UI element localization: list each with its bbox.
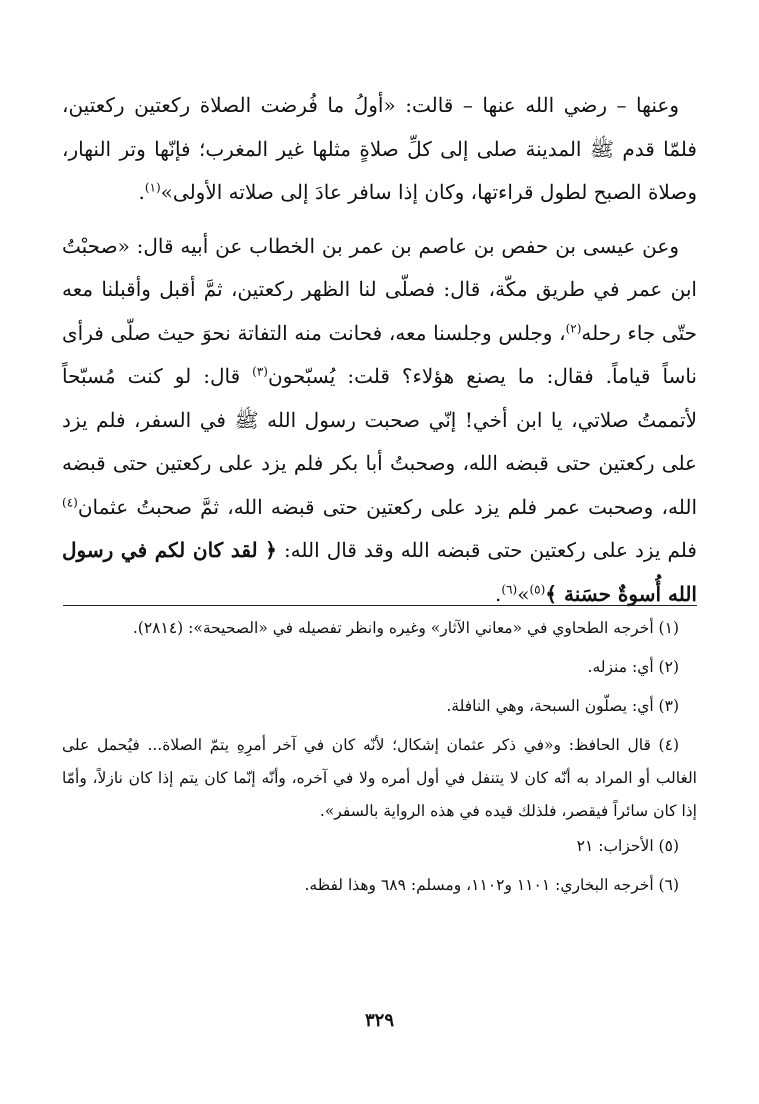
- footnote-6: (٦) أخرجه البخاري: ١١٠١ و١١٠٢، ومسلم: ٦٨٩ وهذا لفظه.: [304, 876, 679, 894]
- text-segment: قال: لو كنت مُسبّحاً لأتممتُ صلاتي، يا ابن أخي! إنّي صحبت رسول الله ﷺ في السفر، فلم يزد على ركعتين حتى قبضه الله، وصحبتُ أبا بكر فلم يزد على ركعتين حتى قبضه الله، وصحبت عمر فلم يزد على ركعتين حتى قبضه الله، ثمَّ صحبتُ عثمان: [62, 364, 697, 519]
- text-segment: وعن عيسى بن حفص بن عاصم بن عمر بن الخطاب عن أبيه قال: «صحبْتُ ابن عمر في طريق مكّة، قال: فصلّى لنا الظهر ركعتين، ثمَّ أقبل وأقبلنا معه حتّى جاء رحله: [62, 233, 697, 345]
- main-text: [62, 84, 697, 616]
- footnote-4: (٤) قال الحافظ: و«في ذكر عثمان إشكال؛ لأنّه كان في آخر أمرِهِ يتمّ الصلاة... فيُحمل على الغالب أو المراد به أنّه كان لا يتنفل في أول أمره ولا في آخره، وأنّه إنّما كان يتم إذا كان نازلاً، وأمّا إذا كان سائراً فيقصر، فلذلك قيده في هذه الرواية بالسفر».: [62, 736, 697, 820]
- text-segment: وعنها – رضي الله عنها – قالت: «أولُ ما فُرضت الصلاة ركعتين ركعتين، فلمّا قدم ﷺ المدينة صلى إلى كلِّ صلاةٍ مثلها غير المغرب؛ فإنّها وتر النهار، وصلاة الصبح لطول قراءتها، وكان إذا سافر عادَ إلى صلاته الأولى»: [62, 93, 697, 204]
- text-segment: فلم يزد على ركعتين حتى قبضه الله وقد قال الله:: [276, 538, 697, 562]
- footnotes-section: [62, 612, 697, 908]
- footnote-marker: (١): [144, 180, 161, 195]
- footnote-divider: [63, 605, 697, 606]
- footnote-1: (١) أخرجه الطحاوي في «معاني الآثار» وغيره وانظر تفصيله في «الصحيحة»: (٢٨١٤).: [132, 619, 679, 637]
- footnote-marker: (٤): [62, 494, 78, 509]
- footnote-marker: (٦): [501, 581, 518, 596]
- page-number: ٣٢٩: [364, 1010, 394, 1031]
- quran-verse: ﴿ لقد كان لكم في رسول الله أُسوةٌ حسَنة ﴾: [62, 538, 697, 606]
- text-segment: .: [495, 581, 502, 606]
- footnote-marker: (٣): [252, 364, 268, 379]
- text-segment: ، وجلس وجلسنا معه، فحانت منه التفاتة نحوَ حيث صلّى فرأى ناساً قياماً. فقال: ما يصنع هؤلاء؟ قلت: يُسبّحون: [62, 320, 697, 388]
- footnote-marker: (٢): [565, 320, 582, 335]
- paragraph-2: [62, 225, 697, 617]
- footnote-5: (٥) الأحزاب: ٢١: [576, 837, 679, 855]
- text-segment: .: [138, 180, 145, 204]
- footnote-2: (٢) أي: منزله.: [587, 658, 679, 676]
- footnote-3: (٣) أي: يصلّون السبحة، وهي النافلة.: [446, 697, 679, 715]
- paragraph-1: [62, 84, 697, 215]
- text-segment: »: [517, 581, 530, 606]
- footnote-marker: (٥): [529, 581, 546, 596]
